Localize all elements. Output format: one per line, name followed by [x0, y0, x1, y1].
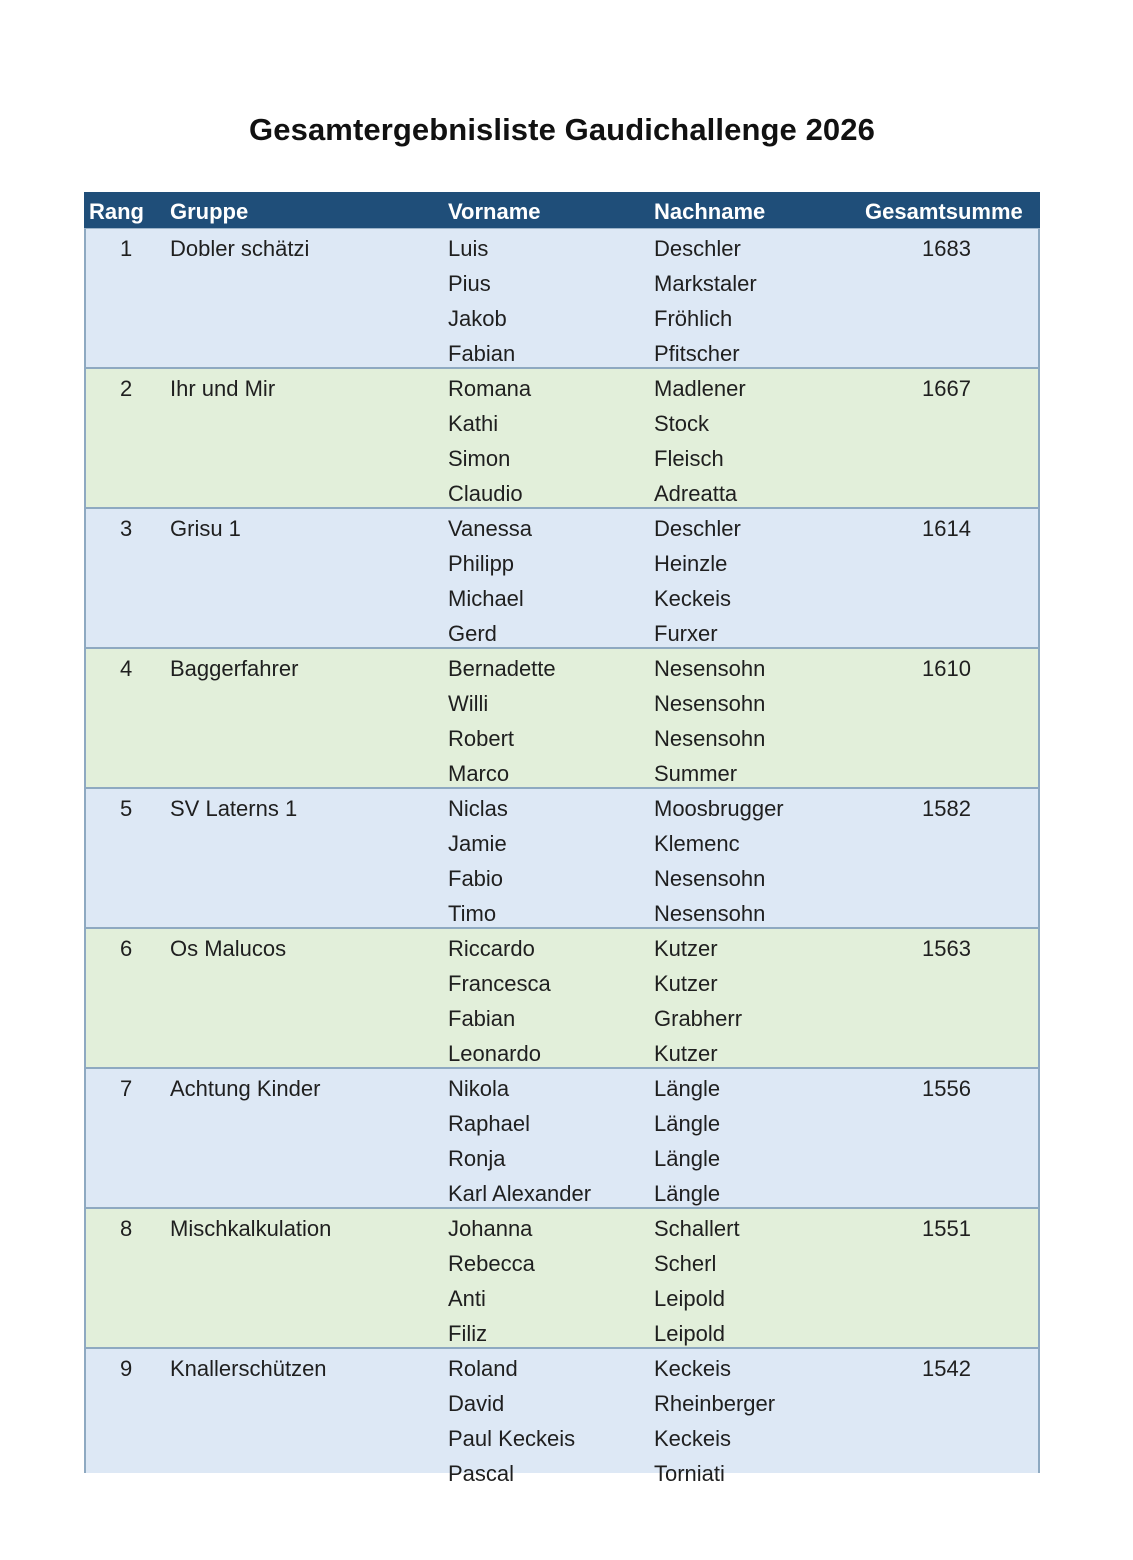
last-name: Scherl	[654, 1251, 717, 1276]
last-name: Kutzer	[654, 971, 718, 996]
first-name: David	[448, 1391, 505, 1416]
first-name: Philipp	[448, 551, 515, 576]
last-name: Rheinberger	[654, 1391, 776, 1416]
last-name: Markstaler	[654, 271, 757, 296]
last-name: Stock	[654, 411, 710, 436]
group-name-cell: Baggerfahrer	[170, 656, 299, 681]
last-name: Nesensohn	[654, 901, 766, 926]
first-names-cell	[448, 231, 515, 371]
last-name: Längle	[654, 1181, 721, 1206]
rank-cell: 5	[120, 796, 133, 821]
first-name: Johanna	[448, 1216, 533, 1241]
first-names-cell	[448, 1071, 591, 1211]
results-table	[84, 192, 1040, 1486]
last-names-cell	[654, 791, 784, 931]
total-score-cell: 1551	[922, 1216, 971, 1241]
last-names-cell	[654, 651, 765, 791]
first-name: Jakob	[448, 306, 507, 331]
first-name: Willi	[448, 691, 489, 716]
first-name: Kathi	[448, 411, 499, 436]
first-names-cell	[448, 1211, 535, 1351]
rank-cell: 8	[120, 1216, 133, 1241]
table-row	[84, 229, 1040, 369]
first-names-cell	[448, 791, 508, 931]
last-name: Adreatta	[654, 481, 738, 506]
group-name-cell: Achtung Kinder	[170, 1076, 321, 1101]
rank-cell: 6	[120, 936, 133, 961]
header-vorname: Vorname	[448, 199, 541, 224]
last-name: Fleisch	[654, 446, 724, 471]
total-score-cell: 1542	[922, 1356, 971, 1381]
first-name: Paul Keckeis	[448, 1426, 576, 1451]
first-name: Fabio	[448, 866, 504, 891]
table-row	[84, 509, 1040, 649]
table-row	[84, 1349, 1040, 1486]
page-title: Gesamtergebnisliste Gaudichallenge 2026	[249, 112, 875, 147]
first-name: Robert	[448, 726, 515, 751]
first-name: Romana	[448, 376, 532, 401]
last-names-cell	[654, 931, 742, 1071]
last-name: Moosbrugger	[654, 796, 784, 821]
last-name: Längle	[654, 1076, 721, 1101]
table-header	[84, 192, 1040, 229]
table-row	[84, 1209, 1040, 1349]
header-rang: Rang	[89, 199, 144, 224]
first-name: Leonardo	[448, 1041, 541, 1066]
last-name: Schallert	[654, 1216, 740, 1241]
rank-cell: 7	[120, 1076, 133, 1101]
last-names-cell	[654, 1211, 740, 1351]
first-name: Pius	[448, 271, 491, 296]
last-name: Fröhlich	[654, 306, 733, 331]
last-name: Madlener	[654, 376, 746, 401]
group-name-cell: Dobler schätzi	[170, 236, 310, 261]
first-name: Gerd	[448, 621, 497, 646]
total-score-cell: 1582	[922, 796, 971, 821]
group-name-cell: Mischkalkulation	[170, 1216, 332, 1241]
last-name: Torniati	[654, 1461, 725, 1486]
header-gruppe: Gruppe	[170, 199, 249, 224]
last-name: Nesensohn	[654, 691, 766, 716]
last-name: Furxer	[654, 621, 718, 646]
first-name: Francesca	[448, 971, 551, 996]
first-name: Jamie	[448, 831, 507, 856]
last-name: Deschler	[654, 516, 741, 541]
first-name: Simon	[448, 446, 511, 471]
last-name: Nesensohn	[654, 726, 766, 751]
header-nachname: Nachname	[654, 199, 766, 224]
group-name-cell: Grisu 1	[170, 516, 241, 541]
last-name: Deschler	[654, 236, 741, 261]
table-row	[84, 649, 1040, 789]
last-name: Längle	[654, 1146, 721, 1171]
first-name: Niclas	[448, 796, 508, 821]
first-names-cell	[448, 651, 556, 791]
total-score-cell: 1610	[922, 656, 971, 681]
rank-cell: 1	[120, 236, 133, 261]
first-name: Fabian	[448, 341, 516, 366]
last-name: Kutzer	[654, 1041, 718, 1066]
first-name: Claudio	[448, 481, 523, 506]
table-row	[84, 789, 1040, 929]
total-score-cell: 1683	[922, 236, 971, 261]
rank-cell: 9	[120, 1356, 133, 1381]
last-names-cell	[654, 511, 741, 651]
last-name: Pfitscher	[654, 341, 740, 366]
last-name: Klemenc	[654, 831, 740, 856]
table-row	[84, 1069, 1040, 1209]
first-name: Rebecca	[448, 1251, 535, 1276]
last-name: Kutzer	[654, 936, 718, 961]
total-score-cell: 1563	[922, 936, 971, 961]
group-name-cell: Ihr und Mir	[170, 376, 276, 401]
first-name: Luis	[448, 236, 489, 261]
first-name: Vanessa	[448, 516, 532, 541]
last-name: Leipold	[654, 1286, 725, 1311]
total-score-cell: 1614	[922, 516, 971, 541]
last-name: Keckeis	[654, 586, 732, 611]
first-name: Pascal	[448, 1461, 515, 1486]
first-name: Bernadette	[448, 656, 556, 681]
rank-cell: 4	[120, 656, 133, 681]
last-name: Heinzle	[654, 551, 728, 576]
first-name: Karl Alexander	[448, 1181, 592, 1206]
table-row	[84, 929, 1040, 1069]
first-name: Nikola	[448, 1076, 510, 1101]
group-name-cell: Knallerschützen	[170, 1356, 327, 1381]
first-names-cell	[448, 511, 532, 651]
first-names-cell	[448, 371, 531, 511]
last-name: Summer	[654, 761, 738, 786]
table-row	[84, 369, 1040, 509]
total-score-cell: 1667	[922, 376, 971, 401]
first-name: Michael	[448, 586, 524, 611]
first-name: Anti	[448, 1286, 486, 1311]
last-names-cell	[654, 231, 757, 371]
last-name: Nesensohn	[654, 866, 766, 891]
last-name: Leipold	[654, 1321, 725, 1346]
total-score-cell: 1556	[922, 1076, 971, 1101]
header-gesamtsumme: Gesamtsumme	[865, 199, 1023, 224]
first-name: Fabian	[448, 1006, 516, 1031]
group-name-cell: SV Laterns 1	[170, 796, 298, 821]
last-name: Keckeis	[654, 1356, 732, 1381]
rank-cell: 2	[120, 376, 133, 401]
first-name: Riccardo	[448, 936, 535, 961]
first-name: Timo	[448, 901, 497, 926]
rank-cell: 3	[120, 516, 133, 541]
last-names-cell	[654, 371, 746, 511]
last-name: Keckeis	[654, 1426, 732, 1451]
first-names-cell	[448, 931, 551, 1071]
first-name: Raphael	[448, 1111, 530, 1136]
group-name-cell: Os Malucos	[170, 936, 287, 961]
last-name: Längle	[654, 1111, 721, 1136]
first-name: Marco	[448, 761, 510, 786]
first-names-cell	[448, 1351, 575, 1491]
last-name: Nesensohn	[654, 656, 766, 681]
first-name: Roland	[448, 1356, 518, 1381]
last-names-cell	[654, 1351, 775, 1491]
first-name: Filiz	[448, 1321, 488, 1346]
first-name: Ronja	[448, 1146, 506, 1171]
last-name: Grabherr	[654, 1006, 743, 1031]
last-names-cell	[654, 1071, 720, 1211]
